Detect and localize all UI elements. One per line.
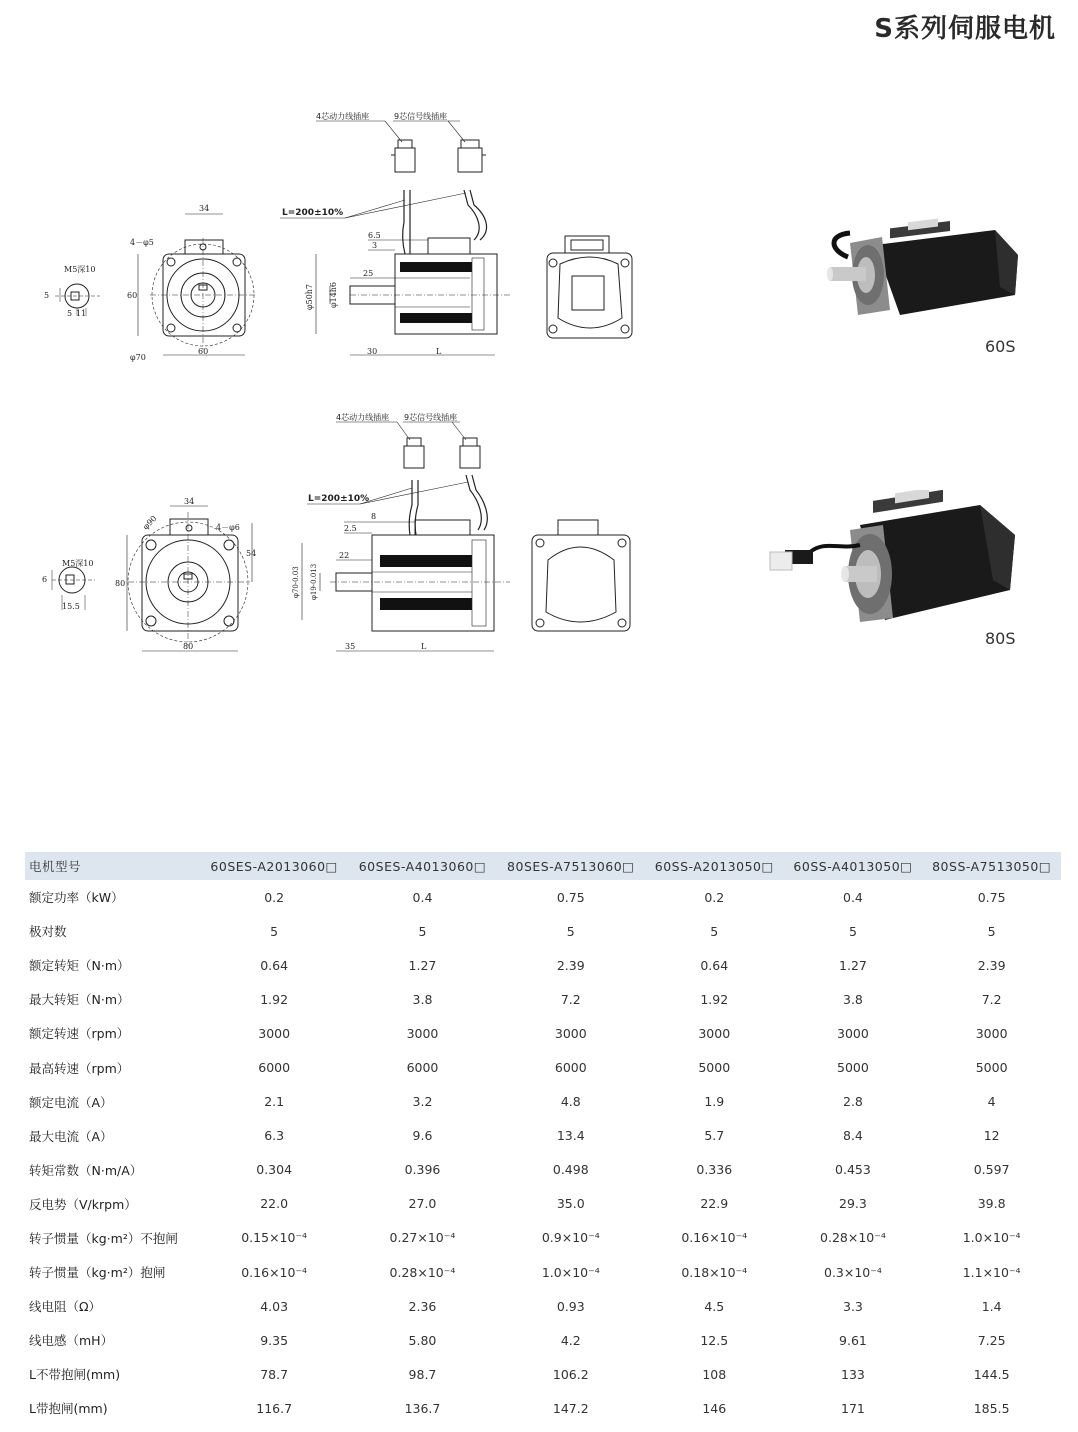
table-cell: 0.3×10⁻⁴ — [824, 1264, 882, 1280]
header-col-5: 60SS-A4013050□ — [784, 852, 923, 880]
table-cell: 185.5 — [973, 1400, 1010, 1416]
motor-photo-80s — [765, 490, 1025, 625]
dim-2-5-80s: 2.5 — [344, 524, 357, 533]
table-cell: 22.0 — [260, 1196, 289, 1212]
table-cell: 1.4 — [981, 1298, 1002, 1314]
table-row — [25, 1016, 1061, 1050]
dim-5b-60s: 5 — [67, 309, 73, 318]
table-cell: 116.7 — [256, 1400, 293, 1416]
table-cell: 35.0 — [556, 1196, 585, 1212]
table-cell: 3.3 — [843, 1298, 863, 1314]
table-cell: 5.80 — [408, 1332, 437, 1348]
table-cell: 4.2 — [560, 1332, 581, 1348]
table-cell: 0.27×10⁻⁴ — [389, 1230, 456, 1246]
dim-4phi6-80s: 4－φ6 — [216, 523, 240, 532]
table-row — [25, 1221, 1061, 1255]
side-view-80s — [302, 422, 510, 651]
row-label: 额定电流（A） — [29, 1094, 113, 1110]
dim-15-5-80s: 15.5 — [62, 602, 80, 611]
label-signal-connector-80s: 9芯信号线插座 — [404, 413, 458, 422]
header-col-4: 60SS-A2013050□ — [645, 852, 784, 880]
dim-m5-60s: M5深10 — [64, 265, 96, 274]
table-header-row — [25, 852, 1061, 880]
page-title: S系列伺服电机 — [874, 14, 1056, 44]
dim-22-80s: 22 — [339, 551, 350, 560]
table-cell: 0.18×10⁻⁴ — [681, 1264, 748, 1280]
table-cell: 29.3 — [839, 1196, 867, 1212]
table-cell: 13.4 — [556, 1128, 585, 1144]
table-cell: 5 — [418, 923, 427, 939]
table-cell: 7.2 — [560, 991, 581, 1007]
dim-phi14-60s: φ14h6 — [329, 281, 338, 308]
table-cell: 1.0×10⁻⁴ — [962, 1230, 1021, 1246]
label-power-connector-80s: 4芯动力线插座 — [336, 413, 390, 422]
table-cell: 1.92 — [260, 991, 289, 1007]
table-cell: 98.7 — [408, 1366, 437, 1382]
table-cell: 0.16×10⁻⁴ — [681, 1230, 748, 1246]
table-cell: 3.2 — [412, 1094, 433, 1110]
dim-6-80s: 6 — [42, 575, 48, 584]
table-cell: 0.396 — [404, 1162, 441, 1178]
dim-L-60s: L — [436, 347, 442, 356]
table-cell: 4.5 — [704, 1298, 725, 1314]
row-label: 最高转速（rpm） — [29, 1060, 130, 1076]
header-col-2: 60SES-A4013060□ — [348, 852, 496, 880]
dim-35-80s: 35 — [345, 642, 356, 651]
dim-3-60s: 3 — [372, 241, 378, 250]
dim-phi19-80s: φ19-0.013 — [310, 563, 318, 600]
dim-80w-80s: 80 — [183, 642, 194, 651]
row-label: 反电势（V/krpm） — [29, 1196, 137, 1212]
table-row — [25, 982, 1061, 1016]
table-cell: 106.2 — [552, 1366, 589, 1382]
row-label: 额定转矩（N·m） — [29, 958, 130, 974]
header-col-3: 80SES-A7513060□ — [497, 852, 645, 880]
table-cell: 3000 — [837, 1025, 869, 1041]
table-cell: 0.64 — [260, 957, 289, 973]
row-label: 转矩常数（N·m/A） — [29, 1162, 143, 1178]
table-row — [25, 1391, 1061, 1425]
label-power-connector-60s: 4芯动力线插座 — [316, 112, 370, 121]
header-col-1: 60SES-A2013060□ — [200, 852, 348, 880]
table-cell: 4.03 — [260, 1298, 289, 1314]
front-view-60s — [138, 214, 256, 355]
motor-photo-60s — [820, 215, 1030, 320]
model-label-80s: 80S — [985, 629, 1016, 648]
table-cell: 0.498 — [552, 1162, 589, 1178]
dim-80h-80s: 80 — [115, 579, 126, 588]
table-row — [25, 914, 1061, 948]
table-cell: 1.1×10⁻⁴ — [962, 1264, 1021, 1280]
table-row — [25, 880, 1061, 914]
table-row — [25, 1323, 1061, 1357]
table-cell: 144.5 — [973, 1366, 1010, 1382]
table-cell: 12.5 — [700, 1332, 729, 1348]
spec-table — [25, 852, 1061, 1426]
table-cell: 3000 — [258, 1025, 291, 1041]
table-cell: 4.8 — [560, 1094, 581, 1110]
table-cell: 0.2 — [704, 889, 725, 905]
table-row — [25, 1050, 1061, 1084]
row-label: 极对数 — [29, 924, 67, 940]
dim-30-60s: 30 — [367, 347, 378, 356]
model-label-60s: 60S — [985, 337, 1016, 356]
table-cell: 3000 — [406, 1025, 439, 1041]
dim-phi90-80s: φ90 — [141, 513, 159, 532]
table-cell: 1.27 — [408, 957, 437, 973]
table-cell: 5000 — [698, 1060, 731, 1076]
table-cell: 78.7 — [260, 1366, 289, 1382]
dim-8-80s: 8 — [371, 512, 377, 521]
dim-6-5-60s: 6.5 — [368, 231, 381, 240]
table-row — [25, 1119, 1061, 1153]
table-cell: 3.8 — [412, 991, 433, 1007]
table-cell: 27.0 — [408, 1196, 437, 1212]
table-cell: 5 — [710, 923, 719, 939]
table-cell: 5 — [848, 923, 857, 939]
row-label: 最大电流（A） — [29, 1128, 113, 1144]
table-cell: 0.75 — [556, 889, 585, 905]
table-cell: 1.0×10⁻⁴ — [541, 1264, 600, 1280]
table-cell: 5000 — [975, 1060, 1008, 1076]
table-row — [25, 1289, 1061, 1323]
table-cell: 133 — [841, 1366, 865, 1382]
table-cell: 9.61 — [839, 1332, 867, 1348]
dim-60w-60s: 60 — [198, 347, 209, 356]
table-cell: 9.6 — [412, 1128, 433, 1144]
dim-phi50-60s: φ50h7 — [305, 283, 314, 310]
dim-11-60s: 11 — [76, 309, 87, 318]
table-cell: 3.8 — [843, 991, 863, 1007]
dim-phi70-80s: φ70-0.03 — [292, 566, 300, 598]
table-body — [25, 880, 1061, 1426]
table-cell: 0.597 — [973, 1162, 1010, 1178]
table-row — [25, 1153, 1061, 1187]
table-cell: 6000 — [258, 1060, 291, 1076]
table-row — [25, 948, 1061, 982]
table-cell: 146 — [702, 1400, 727, 1416]
table-cell: 2.39 — [977, 957, 1006, 973]
table-cell: 7.2 — [981, 991, 1002, 1007]
table-cell: 6000 — [554, 1060, 587, 1076]
table-cell: 0.2 — [264, 889, 285, 905]
table-cell: 0.15×10⁻⁴ — [241, 1230, 308, 1246]
rear-view-60s — [547, 236, 632, 338]
table-cell: 0.9×10⁻⁴ — [541, 1230, 600, 1246]
table-cell: 0.16×10⁻⁴ — [241, 1264, 308, 1280]
dim-25-60s: 25 — [363, 269, 374, 278]
row-label: 最大转矩（N·m） — [29, 992, 130, 1008]
table-cell: 4 — [987, 1094, 996, 1110]
dim-60h-60s: 60 — [127, 291, 138, 300]
table-cell: 0.4 — [843, 889, 863, 905]
table-cell: 8.4 — [843, 1128, 863, 1144]
table-cell: 108 — [702, 1366, 727, 1382]
table-cell: 0.28×10⁻⁴ — [389, 1264, 456, 1280]
table-cell: 6000 — [406, 1060, 439, 1076]
table-cell: 0.336 — [696, 1162, 733, 1178]
table-cell: 136.7 — [404, 1400, 441, 1416]
dim-34-80s: 34 — [184, 497, 195, 506]
table-row — [25, 1085, 1061, 1119]
table-row — [25, 1357, 1061, 1391]
table-cell: 0.453 — [835, 1162, 871, 1178]
table-cell: 0.28×10⁻⁴ — [820, 1230, 886, 1246]
table-cell: 2.36 — [408, 1298, 437, 1314]
table-cell: 12 — [983, 1128, 1000, 1144]
dim-34-60s: 34 — [199, 204, 210, 213]
label-signal-connector-60s: 9芯信号线插座 — [394, 112, 448, 121]
table-row — [25, 1255, 1061, 1289]
table-cell: 5 — [987, 923, 996, 939]
table-cell: 9.35 — [260, 1332, 289, 1348]
side-view-60s — [280, 121, 510, 355]
table-cell: 5.7 — [704, 1128, 725, 1144]
table-cell: 2.1 — [264, 1094, 285, 1110]
table-cell: 2.39 — [556, 957, 585, 973]
label-cable-length-60s: L=200±10% — [282, 208, 344, 218]
table-cell: 171 — [841, 1400, 865, 1416]
row-label: 线电阻（Ω） — [29, 1299, 102, 1315]
table-cell: 5 — [270, 923, 279, 939]
table-cell: 7.25 — [977, 1332, 1006, 1348]
table-cell: 1.9 — [704, 1094, 725, 1110]
table-cell: 0.75 — [977, 889, 1006, 905]
drawing-60s — [44, 111, 632, 362]
drawing-80s — [42, 412, 630, 651]
row-label: 额定转速（rpm） — [29, 1026, 130, 1042]
table-cell: 3000 — [975, 1025, 1008, 1041]
row-label: L带抱闸(mm) — [29, 1401, 108, 1417]
table-cell: 2.8 — [843, 1094, 863, 1110]
row-label: 转子惯量（kg·m²）不抱闸 — [29, 1230, 178, 1246]
row-label: 转子惯量（kg·m²）抱闸 — [29, 1265, 166, 1281]
row-label: 额定功率（kW） — [29, 890, 124, 906]
table-row — [25, 1187, 1061, 1221]
dim-4phi5-60s: 4－φ5 — [130, 238, 154, 247]
dim-L-80s: L — [421, 642, 427, 651]
rear-view-80s — [532, 520, 630, 631]
table-cell: 5000 — [837, 1060, 869, 1076]
table-cell: 5 — [566, 923, 575, 939]
table-cell: 0.64 — [700, 957, 729, 973]
table-cell: 39.8 — [977, 1196, 1006, 1212]
table-cell: 0.93 — [556, 1298, 585, 1314]
table-cell: 6.3 — [264, 1128, 285, 1144]
label-cable-length-80s: L=200±10% — [308, 494, 370, 504]
dim-54-80s: 54 — [246, 549, 257, 558]
row-label: L不带抱闸(mm) — [29, 1367, 121, 1383]
header-col-6: 80SS-A7513050□ — [922, 852, 1061, 880]
table-cell: 1.92 — [700, 991, 729, 1007]
table-cell: 3000 — [554, 1025, 587, 1041]
dim-5-60s: 5 — [44, 291, 50, 300]
table-cell: 147.2 — [552, 1400, 589, 1416]
row-label: 线电感（mH） — [29, 1333, 114, 1349]
table-cell: 22.9 — [700, 1196, 729, 1212]
header-model: 电机型号 — [25, 852, 200, 880]
table-cell: 1.27 — [839, 957, 867, 973]
table-cell: 0.4 — [412, 889, 433, 905]
table-cell: 0.304 — [256, 1162, 293, 1178]
dim-phi70-60s: φ70 — [130, 353, 146, 362]
table-cell: 3000 — [698, 1025, 731, 1041]
dim-m5-80s: M5深10 — [62, 559, 94, 568]
